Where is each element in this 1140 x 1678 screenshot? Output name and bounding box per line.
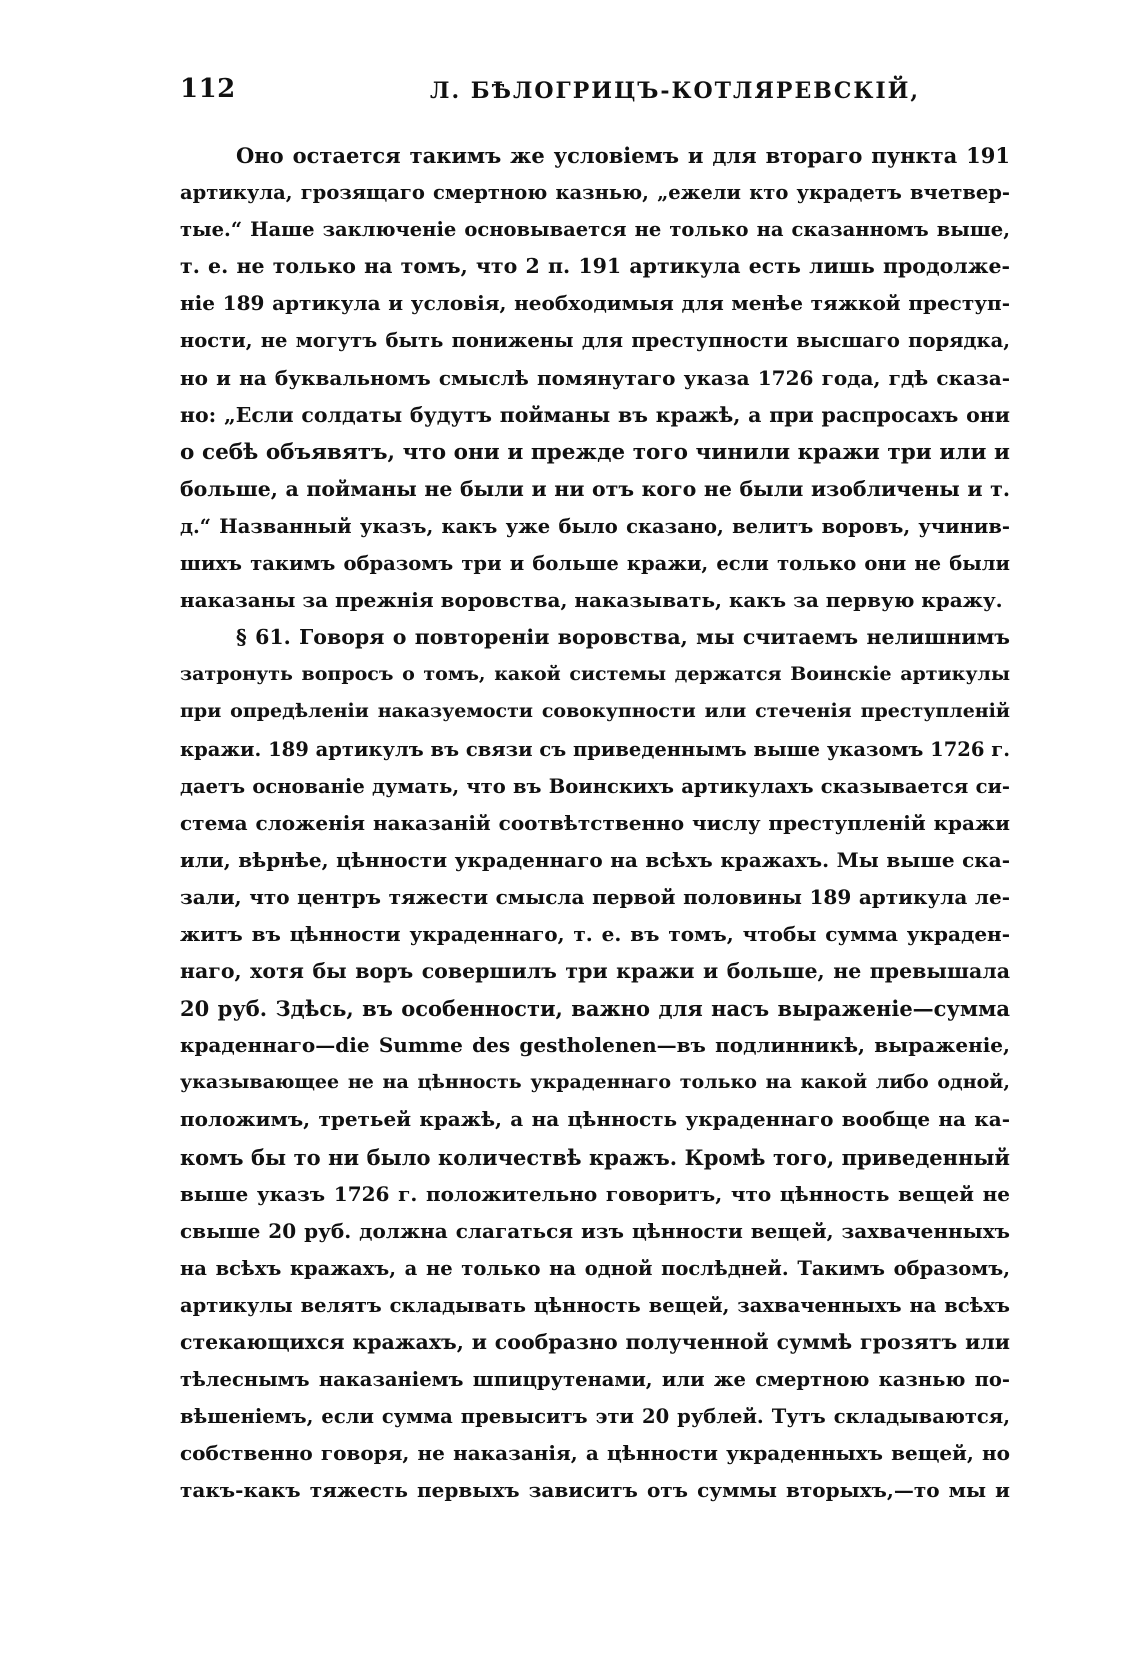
text-line: 20 руб. Здѣсь, въ особенности, важно для насъ выраженіе—сумма [180, 996, 1010, 1022]
text-line: ніе 189 артикула и условія, необходимыя для менѣе тяжкой преступ- [180, 291, 1010, 316]
page-number: 112 [180, 74, 236, 104]
body-text [180, 137, 1010, 1509]
text-line: краденнаго—die Summe des gestholenen—въ подлинникѣ, выраженіе, [180, 1033, 1010, 1058]
text-line: кражи. 189 артикулъ въ связи съ приведеннымъ выше указомъ 1726 г. [180, 737, 1010, 761]
text-line: наго, хотя бы воръ совершилъ три кражи и больше, не превышала [180, 959, 1010, 984]
text-line: но: „Если солдаты будутъ пойманы въ кражѣ, а при распросахъ они [180, 402, 1010, 427]
text-line: ности, не могутъ быть понижены для преступности высшаго порядка, [180, 329, 1010, 353]
text-line: комъ бы то ни было количествѣ кражъ. Кромѣ того, приведенный [180, 1144, 1010, 1170]
text-line: д.“ Названный указъ, какъ уже было сказано, велитъ воровъ, учинив- [180, 514, 1010, 538]
text-line: тѣлеснымъ наказаніемъ шпицрутенами, или же смертною казнью по- [180, 1368, 1010, 1392]
text-line: зали, что центръ тяжести смысла первой половины 189 артикула ле- [180, 884, 1010, 909]
text-line: житъ въ цѣнности украденнаго, т. е. въ томъ, чтобы сумма украден- [180, 921, 1010, 946]
text-line: или, вѣрнѣе, цѣнности украденнаго на всѣхъ кражахъ. Мы выше ска- [180, 847, 1010, 872]
text-line: даетъ основаніе думать, что въ Воинскихъ артикулахъ сказывается си- [180, 774, 1010, 798]
page-header [180, 74, 1010, 114]
text-line: вѣшеніемъ, если сумма превыситъ эти 20 рублей. Тутъ складываются, [180, 1405, 1010, 1429]
text-line: шихъ такимъ образомъ три и больше кражи, если только они не были [180, 552, 1010, 576]
text-line: § 61. Говоря о повтореніи воровства, мы считаемъ нелишнимъ [236, 625, 1010, 650]
paragraph-2 [180, 619, 1010, 1509]
text-line: но и на буквальномъ смыслѣ помянутаго указа 1726 года, гдѣ сказа- [180, 365, 1010, 390]
text-line: стекающихся кражахъ, и сообразно полученной суммѣ грозятъ или [180, 1330, 1010, 1354]
text-line: больше, а пойманы не были и ни отъ кого не были изобличены и т. [180, 476, 1010, 501]
text-line: артикулы велятъ складывать цѣнность вещей, захваченныхъ на всѣхъ [180, 1293, 1010, 1317]
text-line: о себѣ объявятъ, что они и прежде того чинили кражи три или и [180, 439, 1010, 465]
text-line: свыше 20 руб. должна слагаться изъ цѣнности вещей, захваченныхъ [180, 1218, 1010, 1243]
text-line: наказаны за прежнія воровства, наказывать, какъ за первую кражу. [180, 588, 1003, 613]
text-line: затронуть вопросъ о томъ, какой системы держатся Воинскіе артикулы [180, 663, 1010, 686]
text-line: положимъ, третьей кражѣ, а на цѣнность украденнаго вообще на ка- [180, 1107, 1010, 1132]
text-line: такъ-какъ тяжесть первыхъ зависитъ отъ суммы вторыхъ,—то мы и [180, 1478, 1010, 1503]
paragraph-1 [180, 137, 1010, 619]
text-line: стема сложенія наказаній соотвѣтственно числу преступленій кражи [180, 810, 1010, 835]
text-line: на всѣхъ кражахъ, а не только на одной послѣдней. Такимъ образомъ, [180, 1256, 1010, 1280]
running-head: Л. БѢЛОГРИЦЪ-КОТЛЯРЕВСКІЙ, [430, 78, 921, 104]
text-line: артикула, грозящаго смертною казнью, „ежели кто украдетъ вчетвер- [180, 181, 1010, 205]
text-line: тые.“ Наше заключеніе основывается не только на сказанномъ выше, [180, 218, 1010, 242]
text-line: при опредѣленіи наказуемости совокупности или стеченія преступленій [180, 700, 1010, 723]
text-line: выше указъ 1726 г. положительно говоритъ, что цѣнность вещей не [180, 1181, 1010, 1206]
text-line: указывающее не на цѣнность украденнаго только на какой либо одной, [180, 1071, 1010, 1094]
text-line: т. е. не только на томъ, что 2 п. 191 артикула есть лишь продолже- [180, 254, 1010, 279]
text-line: Оно остается такимъ же условіемъ и для втораго пункта 191 [236, 143, 1010, 168]
text-line: собственно говоря, не наказанія, а цѣнности украденныхъ вещей, но [180, 1441, 1010, 1466]
